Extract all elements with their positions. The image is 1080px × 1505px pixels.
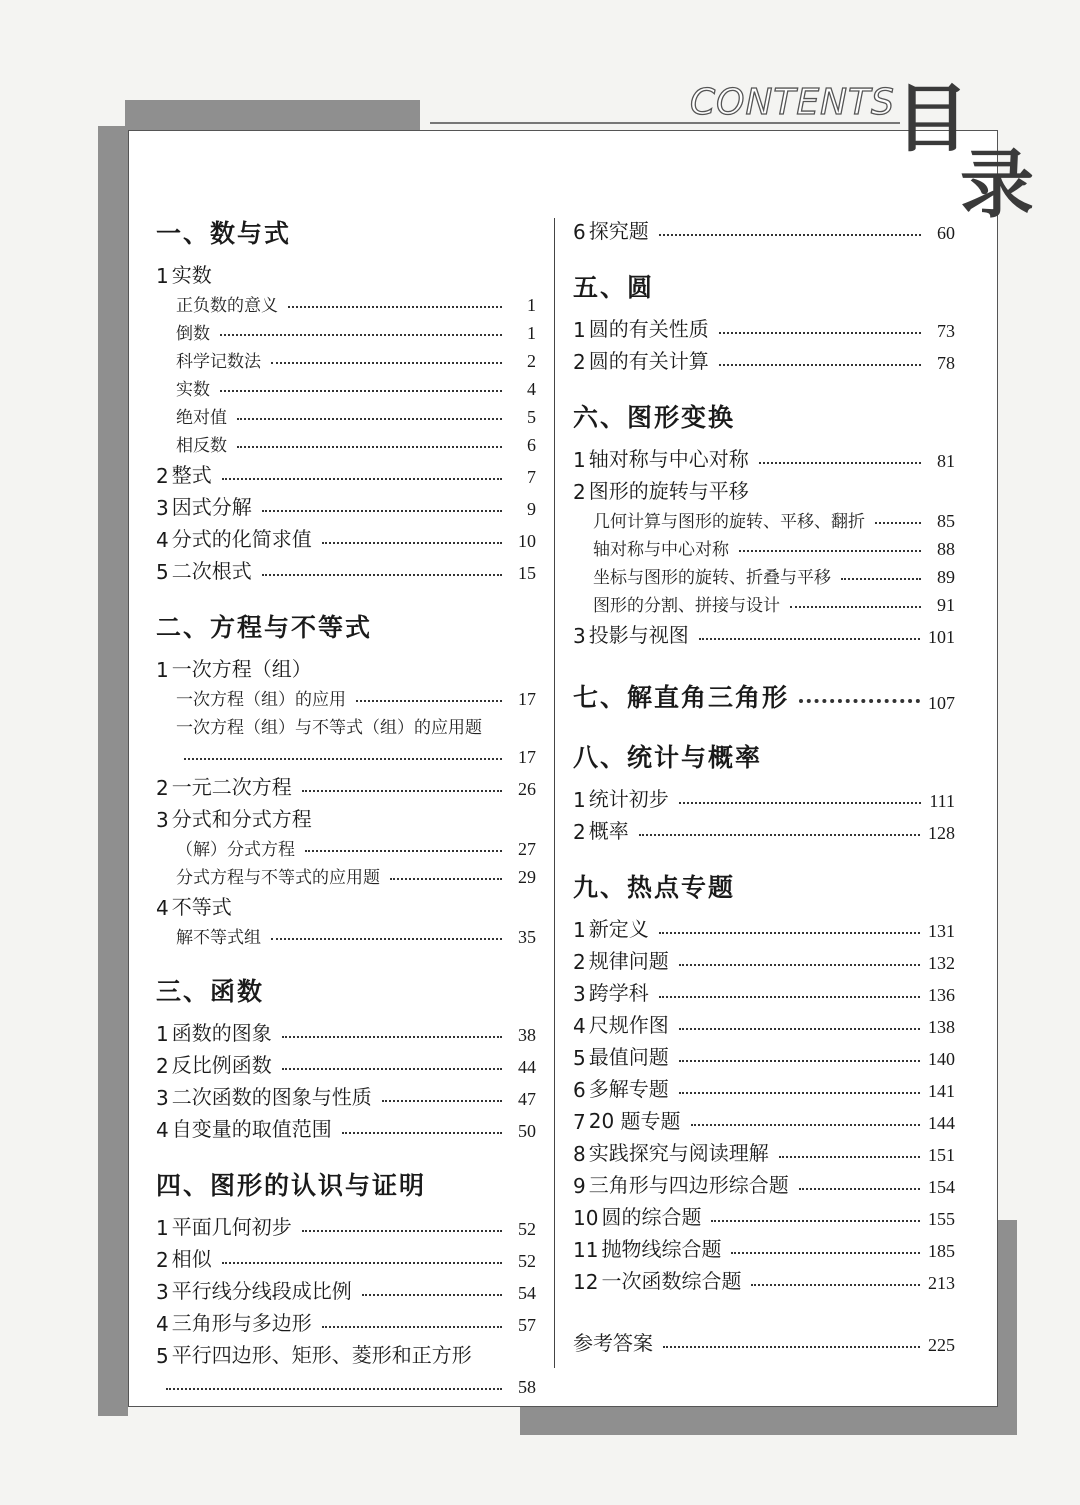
- page-number: 91: [937, 595, 955, 615]
- entry-title: 平行四边形、矩形、菱形和正方形: [171, 1343, 472, 1367]
- page-number: 111: [929, 791, 955, 811]
- entry-number: 3: [156, 1280, 169, 1304]
- leader-dots: [875, 522, 921, 524]
- entry-number: 4: [573, 1014, 586, 1038]
- entry-title: 相反数: [176, 436, 227, 456]
- leader-dots: [302, 1230, 502, 1232]
- entry-title: 跨学科: [588, 981, 649, 1005]
- toc-subentry[interactable]: [156, 288, 536, 316]
- entry-number: 4: [156, 1118, 169, 1142]
- page-number: 128: [928, 823, 955, 843]
- leader-dots: [222, 478, 502, 480]
- toc-entry[interactable]: [156, 1336, 536, 1368]
- leader-dots: [390, 878, 502, 880]
- entry-title: 圆的有关计算: [588, 349, 709, 373]
- toc-entry[interactable]: [156, 1208, 536, 1240]
- page-number: 7: [527, 467, 536, 487]
- leader-dots: [659, 234, 921, 236]
- entry-title: 一次方程（组）的应用: [176, 690, 346, 710]
- entry-title: 几何计算与图形的旋转、平移、翻折: [593, 512, 865, 532]
- entry-title: 分式方程与不等式的应用题: [176, 868, 380, 888]
- toc-section-entry[interactable]: [573, 670, 955, 714]
- entry-title: 一次方程（组）与不等式（组）的应用题: [176, 718, 482, 738]
- entry-title: 圆的综合题: [601, 1205, 702, 1229]
- leader-dots: [711, 1220, 920, 1222]
- leader-dots: [751, 1284, 920, 1286]
- page-number: 27: [518, 839, 536, 859]
- page-number: 9: [527, 499, 536, 519]
- leader-dots: [302, 790, 502, 792]
- page-number: 81: [937, 451, 955, 471]
- entry-title: 规律问题: [588, 949, 669, 973]
- page-number: 132: [928, 953, 955, 973]
- toc-subentry[interactable]: [573, 532, 955, 560]
- toc-entry[interactable]: [573, 1134, 955, 1166]
- entry-number: 1: [156, 1022, 169, 1046]
- entry-title: 尺规作图: [588, 1013, 669, 1037]
- entry-title: 多解专题: [588, 1077, 669, 1101]
- leader-dots: [220, 334, 502, 336]
- leader-dots: [799, 699, 920, 703]
- entry-number: 7: [573, 1110, 586, 1134]
- toc-entry[interactable]: [156, 1110, 536, 1142]
- page-number: 2: [527, 351, 536, 371]
- page-number: 54: [518, 1283, 536, 1303]
- page-number: 136: [928, 985, 955, 1005]
- entry-number: 2: [156, 776, 169, 800]
- leader-dots: [262, 510, 502, 512]
- entry-title: 自变量的取值范围: [171, 1117, 332, 1141]
- toc-entry[interactable]: [573, 1166, 955, 1198]
- entry-number: 5: [156, 1344, 169, 1368]
- page-number: 26: [518, 779, 536, 799]
- leader-dots: [639, 834, 920, 836]
- entry-number: 2: [573, 820, 586, 844]
- leader-dots: [679, 1092, 920, 1094]
- leader-dots: [759, 462, 921, 464]
- entry-title: 相似: [171, 1247, 212, 1271]
- page-number: 57: [518, 1315, 536, 1335]
- page-number: 1: [527, 295, 536, 315]
- page-number: 60: [937, 223, 955, 243]
- page-number: 155: [928, 1209, 955, 1229]
- entry-number: 5: [156, 560, 169, 584]
- entry-number: 2: [573, 350, 586, 374]
- toc-entry[interactable]: [156, 1272, 536, 1304]
- entry-title: 实数: [176, 380, 210, 400]
- page-number: 101: [928, 627, 955, 647]
- entry-title: 绝对值: [176, 408, 227, 428]
- entry-title: 分式的化简求值: [171, 527, 312, 551]
- page-number: 44: [518, 1057, 536, 1077]
- page-number: 138: [928, 1017, 955, 1037]
- entry-number: 2: [573, 480, 586, 504]
- page-number: 85: [937, 511, 955, 531]
- leader-dots: [166, 1388, 502, 1390]
- leader-dots: [659, 932, 920, 934]
- page-number: 17: [518, 689, 536, 709]
- frame-decoration-right: [995, 1220, 1017, 1435]
- entry-title: 圆的有关性质: [588, 317, 709, 341]
- entry-number: 6: [573, 220, 586, 244]
- leader-dots: [305, 850, 502, 852]
- leader-dots: [679, 964, 920, 966]
- entry-title: 投影与视图: [588, 623, 689, 647]
- section-heading: 六、图形变换: [573, 403, 736, 432]
- toc-entry[interactable]: [573, 780, 955, 812]
- section-heading: 二、方程与不等式: [156, 613, 373, 642]
- entry-title: 参考答案: [573, 1331, 653, 1355]
- entry-number: 1: [573, 788, 586, 812]
- entry-number: 6: [573, 1078, 586, 1102]
- toc-entry[interactable]: [156, 1046, 536, 1078]
- toc-entry[interactable]: [156, 520, 536, 552]
- toc-entry-answers[interactable]: [573, 1316, 955, 1356]
- leader-dots: [799, 1188, 920, 1190]
- toc-entry[interactable]: [156, 552, 536, 584]
- toc-subentry[interactable]: [156, 344, 536, 372]
- leader-dots: [288, 306, 502, 308]
- entry-title: 坐标与图形的旋转、折叠与平移: [593, 568, 831, 588]
- toc-entry[interactable]: [573, 974, 955, 1006]
- leader-dots: [699, 638, 920, 640]
- toc-entry[interactable]: [156, 488, 536, 520]
- toc-entry[interactable]: [156, 888, 536, 920]
- page-number: 131: [928, 921, 955, 941]
- leader-dots: [322, 1326, 502, 1328]
- page-number: 1: [527, 323, 536, 343]
- toc-subentry-continuation[interactable]: [156, 738, 536, 768]
- leader-dots: [262, 574, 502, 576]
- entry-number: 1: [573, 318, 586, 342]
- mulu-char-1: 目: [895, 76, 969, 162]
- leader-dots: [659, 996, 920, 998]
- toc-subentry[interactable]: [156, 920, 536, 948]
- toc-subentry[interactable]: [573, 560, 955, 588]
- section-heading: 八、统计与概率: [573, 743, 763, 772]
- entry-number: 3: [573, 624, 586, 648]
- toc-subentry[interactable]: [573, 504, 955, 532]
- entry-number: 12: [573, 1270, 599, 1294]
- toc-entry[interactable]: [156, 768, 536, 800]
- mulu-char-2: 录: [960, 142, 1034, 228]
- page-number: 151: [928, 1145, 955, 1165]
- entry-title: 轴对称与中心对称: [588, 447, 749, 471]
- page-number: 52: [518, 1219, 536, 1239]
- toc-subentry[interactable]: [156, 372, 536, 400]
- entry-number: 3: [573, 982, 586, 1006]
- entry-title: 平面几何初步: [171, 1215, 292, 1239]
- entry-title: 平行线分线段成比例: [171, 1279, 352, 1303]
- page-number: 35: [518, 927, 536, 947]
- leader-dots: [731, 1252, 920, 1254]
- page-number: 15: [518, 563, 536, 583]
- page-number: 5: [527, 407, 536, 427]
- entry-title: （解）分式方程: [176, 840, 295, 860]
- entry-number: 9: [573, 1174, 586, 1198]
- entry-number: 1: [573, 918, 586, 942]
- toc-subentry[interactable]: [156, 682, 536, 710]
- frame-decoration-left: [98, 126, 128, 1416]
- section-heading: 五、圆: [573, 273, 655, 302]
- leader-dots: [382, 1100, 502, 1102]
- page-number: 225: [928, 1335, 955, 1355]
- leader-dots: [342, 1132, 502, 1134]
- entry-title: 探究题: [588, 219, 649, 243]
- entry-number: 1: [156, 1216, 169, 1240]
- section-heading: 四、图形的认识与证明: [156, 1171, 427, 1200]
- toc-subentry[interactable]: [156, 710, 536, 738]
- toc-entry[interactable]: [156, 1240, 536, 1272]
- entry-title: 反比例函数: [171, 1053, 272, 1077]
- entry-number: 5: [573, 1046, 586, 1070]
- entry-number: 1: [156, 658, 169, 682]
- leader-dots: [356, 700, 502, 702]
- page-number: 4: [527, 379, 536, 399]
- toc-subentry[interactable]: [156, 428, 536, 456]
- page-number: 140: [928, 1049, 955, 1069]
- leader-dots: [362, 1294, 502, 1296]
- leader-dots: [739, 550, 921, 552]
- leader-dots: [282, 1036, 502, 1038]
- leader-dots: [779, 1156, 920, 1158]
- entry-title: 三角形与多边形: [171, 1311, 312, 1335]
- entry-title: 概率: [588, 819, 629, 843]
- entry-title: 实数: [171, 263, 212, 287]
- entry-title: 新定义: [588, 917, 649, 941]
- leader-dots: [663, 1346, 920, 1348]
- leader-dots: [679, 802, 921, 804]
- page-number: 185: [928, 1241, 955, 1261]
- page-number: 38: [518, 1025, 536, 1045]
- leader-dots: [237, 446, 502, 448]
- section-heading: 一、数与式: [156, 219, 292, 248]
- entry-title: 二次函数的图象与性质: [171, 1085, 372, 1109]
- entry-title: 一次函数综合题: [601, 1269, 742, 1293]
- toc-entry[interactable]: [573, 310, 955, 342]
- entry-title: 统计初步: [588, 787, 669, 811]
- toc-entry[interactable]: [156, 650, 536, 682]
- entry-title: 解不等式组: [176, 928, 261, 948]
- entry-title: 分式和分式方程: [171, 807, 312, 831]
- leader-dots: [719, 332, 921, 334]
- entry-number: 3: [156, 496, 169, 520]
- contents-heading: CONTENTS: [690, 82, 895, 123]
- toc-subentry[interactable]: [156, 832, 536, 860]
- entry-title: 倒数: [176, 324, 210, 344]
- leader-dots: [220, 390, 502, 392]
- frame-decoration-bottom: [520, 1405, 1015, 1435]
- toc-entry[interactable]: [573, 812, 955, 844]
- toc-entry[interactable]: [573, 212, 955, 244]
- toc-entry[interactable]: [573, 1038, 955, 1070]
- entry-number: 11: [573, 1238, 599, 1262]
- page-number: 47: [518, 1089, 536, 1109]
- leader-dots: [841, 578, 921, 580]
- toc-entry[interactable]: [573, 440, 955, 472]
- entry-title: 正负数的意义: [176, 296, 278, 316]
- entry-title: 图形的分割、拼接与设计: [593, 596, 780, 616]
- column-divider: [554, 218, 555, 1368]
- toc-entry[interactable]: [156, 800, 536, 832]
- toc-entry[interactable]: [573, 1102, 955, 1134]
- entry-title: 一元二次方程: [171, 775, 292, 799]
- toc-entry[interactable]: [573, 1230, 955, 1262]
- entry-number: 8: [573, 1142, 586, 1166]
- entry-number: 3: [156, 808, 169, 832]
- entry-title: 20 题专题: [588, 1109, 681, 1133]
- entry-title: 实践探究与阅读理解: [588, 1141, 769, 1165]
- section-heading: 九、热点专题: [573, 873, 736, 902]
- entry-number: 4: [156, 528, 169, 552]
- page-number: 144: [928, 1113, 955, 1133]
- entry-number: 4: [156, 896, 169, 920]
- toc-subentry[interactable]: [156, 860, 536, 888]
- page-number: 6: [527, 435, 536, 455]
- page-number: 58: [518, 1377, 536, 1397]
- page-number: 141: [928, 1081, 955, 1101]
- entry-title: 函数的图象: [171, 1021, 272, 1045]
- entry-title: 整式: [171, 463, 212, 487]
- entry-title: 不等式: [171, 895, 232, 919]
- section-heading: 三、函数: [156, 977, 265, 1006]
- entry-number: 1: [156, 264, 169, 288]
- leader-dots: [790, 606, 921, 608]
- page-number: 29: [518, 867, 536, 887]
- frame-decoration-top: [125, 100, 420, 130]
- entry-title: 二次根式: [171, 559, 252, 583]
- entry-title: 抛物线综合题: [601, 1237, 722, 1261]
- leader-dots: [719, 364, 921, 366]
- entry-title: 最值问题: [588, 1045, 669, 1069]
- entry-number: 2: [156, 1054, 169, 1078]
- section-heading: 七、解直角三角形: [573, 683, 790, 712]
- entry-title: 因式分解: [171, 495, 252, 519]
- page-number: 73: [937, 321, 955, 341]
- entry-number: 4: [156, 1312, 169, 1336]
- entry-title: 三角形与四边形综合题: [588, 1173, 789, 1197]
- leader-dots: [237, 418, 502, 420]
- leader-dots: [322, 542, 502, 544]
- toc-entry[interactable]: [573, 616, 955, 648]
- page-number: 52: [518, 1251, 536, 1271]
- page-number: 88: [937, 539, 955, 559]
- page-number: 89: [937, 567, 955, 587]
- toc-subentry[interactable]: [156, 316, 536, 344]
- entry-number: 2: [156, 1248, 169, 1272]
- toc-entry[interactable]: [573, 1198, 955, 1230]
- entry-number: 3: [156, 1086, 169, 1110]
- toc-entry[interactable]: [573, 1070, 955, 1102]
- leader-dots: [679, 1028, 920, 1030]
- toc-entry[interactable]: [156, 256, 536, 288]
- leader-dots: [679, 1060, 920, 1062]
- toc-entry[interactable]: [573, 910, 955, 942]
- toc-entry[interactable]: [573, 942, 955, 974]
- entry-number: 2: [156, 464, 169, 488]
- toc-entry[interactable]: [573, 342, 955, 374]
- leader-dots: [691, 1124, 920, 1126]
- leader-dots: [271, 362, 502, 364]
- page-number: 17: [518, 747, 536, 767]
- toc-entry[interactable]: [573, 1006, 955, 1038]
- toc-right-column: [573, 212, 955, 1356]
- leader-dots: [222, 1262, 502, 1264]
- toc-entry[interactable]: [156, 1304, 536, 1336]
- toc-left-column: [156, 212, 536, 1398]
- toc-entry-continuation[interactable]: [156, 1368, 536, 1398]
- leader-dots: [282, 1068, 502, 1070]
- toc-entry[interactable]: [156, 456, 536, 488]
- page-number: 50: [518, 1121, 536, 1141]
- page-number: 154: [928, 1177, 955, 1197]
- entry-title: 科学记数法: [176, 352, 261, 372]
- leader-dots: [271, 938, 502, 940]
- entry-title: 一次方程（组）: [171, 657, 312, 681]
- toc-entry[interactable]: [156, 1078, 536, 1110]
- entry-number: 2: [573, 950, 586, 974]
- toc-subentry[interactable]: [573, 588, 955, 616]
- page-number: 213: [928, 1273, 955, 1293]
- toc-subentry[interactable]: [156, 400, 536, 428]
- toc-entry[interactable]: [156, 1014, 536, 1046]
- entry-title: 轴对称与中心对称: [593, 540, 729, 560]
- page-number: 107: [928, 693, 955, 713]
- toc-entry[interactable]: [573, 1262, 955, 1294]
- page-number: 78: [937, 353, 955, 373]
- toc-entry[interactable]: [573, 472, 955, 504]
- entry-number: 1: [573, 448, 586, 472]
- entry-title: 图形的旋转与平移: [588, 479, 749, 503]
- page-number: 10: [518, 531, 536, 551]
- leader-dots: [184, 758, 502, 760]
- entry-number: 10: [573, 1206, 599, 1230]
